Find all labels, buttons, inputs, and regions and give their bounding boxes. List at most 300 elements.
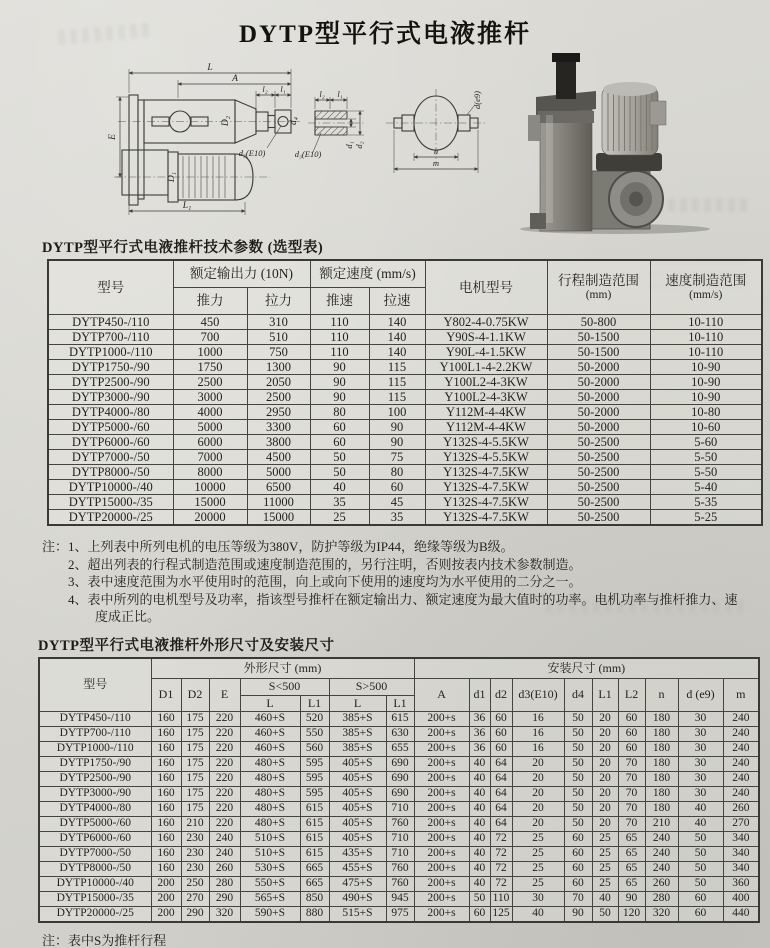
value-cell: 220 (209, 757, 240, 772)
table-row (39, 862, 759, 877)
col-group-rated-speed: 额定速度 (mm/s) (310, 260, 425, 288)
value-cell: 160 (151, 802, 181, 817)
value-cell: 5-25 (650, 510, 762, 526)
value-cell: 72 (490, 862, 512, 877)
value-cell: 5000 (173, 420, 247, 435)
value-cell: 10-90 (650, 360, 762, 375)
value-cell: 405+S (329, 772, 386, 787)
value-cell: 405+S (329, 832, 386, 847)
col-header-L2: L2 (618, 679, 645, 712)
value-cell: 125 (490, 907, 512, 923)
model-cell: DYTP700-/110 (48, 330, 173, 345)
value-cell: 230 (181, 847, 209, 862)
value-cell: 160 (151, 817, 181, 832)
value-cell: 385+S (329, 742, 386, 757)
value-cell: 40 (469, 877, 490, 892)
table-row (48, 420, 762, 435)
value-cell: 615 (300, 847, 329, 862)
value-cell: 260 (209, 862, 240, 877)
value-cell: 160 (151, 847, 181, 862)
value-cell: 220 (209, 802, 240, 817)
model-cell: DYTP20000-/25 (48, 510, 173, 526)
value-cell: 50-2000 (547, 375, 650, 390)
value-cell: 64 (490, 772, 512, 787)
model-cell: DYTP2500-/90 (39, 772, 151, 787)
value-cell: 50 (564, 787, 592, 802)
model-cell: DYTP1750-/90 (39, 757, 151, 772)
value-cell: 200+s (414, 787, 469, 802)
end-view-drawing (386, 89, 486, 173)
col-header-A: A (414, 679, 469, 712)
table-row (39, 802, 759, 817)
value-cell: 240 (723, 772, 759, 787)
value-cell: 975 (386, 907, 414, 923)
value-cell: 90 (310, 375, 369, 390)
value-cell: 510+S (240, 832, 300, 847)
value-cell: 290 (209, 892, 240, 907)
model-cell: DYTP6000-/60 (48, 435, 173, 450)
value-cell: 20 (592, 727, 618, 742)
dim-table-body (39, 712, 759, 923)
dim-label-D1: D₁ (167, 171, 177, 183)
value-cell: 550 (300, 727, 329, 742)
value-cell: 110 (310, 330, 369, 345)
value-cell: 70 (618, 772, 645, 787)
value-cell: 260 (645, 877, 678, 892)
col-header-d1: d1 (469, 679, 490, 712)
value-cell: 320 (209, 907, 240, 923)
value-cell: 64 (490, 817, 512, 832)
value-cell: 220 (209, 817, 240, 832)
value-cell: 615 (300, 817, 329, 832)
table-row (39, 787, 759, 802)
value-cell: 880 (300, 907, 329, 923)
value-cell: 360 (723, 877, 759, 892)
value-cell: 10-110 (650, 315, 762, 330)
value-cell: 160 (151, 742, 181, 757)
value-cell: 10-110 (650, 345, 762, 360)
value-cell: 200+s (414, 772, 469, 787)
model-cell: DYTP7000-/50 (48, 450, 173, 465)
col-header-stroke-range (547, 260, 650, 315)
col-group-s-lt-500: S<500 (240, 679, 329, 696)
value-cell: 4000 (173, 405, 247, 420)
table-row (39, 727, 759, 742)
value-cell: 560 (300, 742, 329, 757)
value-cell: 615 (300, 832, 329, 847)
model-cell: DYTP5000-/60 (48, 420, 173, 435)
value-cell: 200+s (414, 757, 469, 772)
value-cell: 90 (618, 892, 645, 907)
value-cell: 710 (386, 847, 414, 862)
value-cell: 200+s (414, 832, 469, 847)
col-header-push-force: 推力 (173, 288, 247, 315)
value-cell: Y132S-4-7.5KW (425, 510, 547, 526)
value-cell: 480+S (240, 787, 300, 802)
value-cell: 140 (369, 315, 425, 330)
dim-label-n: n (433, 146, 439, 156)
table-row (48, 345, 762, 360)
value-cell: 5-50 (650, 450, 762, 465)
value-cell: Y132S-4-7.5KW (425, 480, 547, 495)
value-cell: 50-2500 (547, 450, 650, 465)
value-cell: 8000 (173, 465, 247, 480)
value-cell: Y112M-4-4KW (425, 405, 547, 420)
value-cell: 450 (173, 315, 247, 330)
table-row (48, 330, 762, 345)
value-cell: 72 (490, 847, 512, 862)
col-header-model: 型号 (39, 658, 151, 712)
value-cell: 175 (181, 757, 209, 772)
value-cell: 30 (678, 727, 723, 742)
value-cell: 70 (564, 892, 592, 907)
model-cell: DYTP1000-/110 (39, 742, 151, 757)
value-cell: 60 (564, 832, 592, 847)
value-cell: 2500 (173, 375, 247, 390)
model-cell: DYTP1000-/110 (48, 345, 173, 360)
value-cell: 75 (369, 450, 425, 465)
value-cell: 240 (645, 847, 678, 862)
value-cell: 210 (181, 817, 209, 832)
value-cell: 115 (369, 360, 425, 375)
table-row (48, 495, 762, 510)
spec-table-caption: DYTP型平行式电液推杆技术参数 (选型表) (42, 240, 324, 256)
value-cell: 655 (386, 742, 414, 757)
value-cell: 200 (151, 892, 181, 907)
col-header-D2: D2 (181, 679, 209, 712)
col-header-n: n (645, 679, 678, 712)
value-cell: 340 (723, 862, 759, 877)
value-cell: 60 (490, 727, 512, 742)
value-cell: 455+S (329, 862, 386, 877)
value-cell: 40 (469, 802, 490, 817)
col-header-L-lt: L (240, 696, 300, 712)
dim-label-l2: l₂ (319, 89, 325, 99)
value-cell: 64 (490, 787, 512, 802)
dim-label-D2: D₂ (221, 115, 231, 127)
value-cell: 65 (618, 862, 645, 877)
value-cell: 240 (723, 787, 759, 802)
dim-label-l1: l₁ (337, 89, 343, 99)
value-cell: 36 (469, 742, 490, 757)
model-cell: DYTP4000-/80 (39, 802, 151, 817)
table-row (48, 510, 762, 526)
value-cell: 50-2000 (547, 405, 650, 420)
value-cell: 480+S (240, 802, 300, 817)
col-header-d-e9: d (e9) (678, 679, 723, 712)
value-cell: 30 (678, 757, 723, 772)
value-cell: 220 (209, 787, 240, 802)
value-cell: 80 (369, 465, 425, 480)
value-cell: 40 (469, 757, 490, 772)
model-cell: DYTP4000-/80 (48, 405, 173, 420)
value-cell: 50-1500 (547, 330, 650, 345)
product-photo (520, 53, 710, 234)
dim-label-d2: d₂ (354, 141, 364, 149)
stroke-range-unit: (mm) (585, 288, 612, 301)
value-cell: 20000 (173, 510, 247, 526)
value-cell: 60 (310, 435, 369, 450)
value-cell: 60 (490, 742, 512, 757)
value-cell: 280 (209, 877, 240, 892)
col-group-rated-force: 额定输出力 (10N) (173, 260, 310, 288)
value-cell: 4500 (247, 450, 310, 465)
value-cell: 50-800 (547, 315, 650, 330)
model-cell: DYTP5000-/60 (39, 817, 151, 832)
value-cell: 90 (369, 435, 425, 450)
value-cell: 50-2000 (547, 390, 650, 405)
note-item: 2、超出列表的行程式制造范围或速度制造范围的，另行注明，否则按表内技术参数制造。 (68, 556, 582, 572)
model-cell: DYTP15000-/35 (48, 495, 173, 510)
technical-drawing (30, 53, 740, 235)
value-cell: 10-60 (650, 420, 762, 435)
value-cell: 340 (723, 847, 759, 862)
value-cell: 550+S (240, 877, 300, 892)
value-cell: 60 (678, 907, 723, 923)
table-footnote: 注：表中S为推杆行程 (42, 933, 167, 948)
dim-label-d-e9: d(e9) (472, 91, 482, 109)
dim-label-L: L (207, 63, 213, 73)
value-cell: 25 (512, 847, 564, 862)
table-row (48, 315, 762, 330)
value-cell: 310 (247, 315, 310, 330)
value-cell: 6000 (173, 435, 247, 450)
value-cell: 50 (678, 862, 723, 877)
value-cell: 1300 (247, 360, 310, 375)
value-cell: 45 (369, 495, 425, 510)
value-cell: 65 (618, 832, 645, 847)
value-cell: 615 (300, 802, 329, 817)
value-cell: 5000 (247, 465, 310, 480)
value-cell: 50 (564, 712, 592, 727)
value-cell: 40 (469, 817, 490, 832)
value-cell: 50 (678, 847, 723, 862)
col-header-D1: D1 (151, 679, 181, 712)
value-cell: 64 (490, 757, 512, 772)
value-cell: 70 (618, 817, 645, 832)
stroke-range-label: 行程制造范围 (558, 273, 639, 289)
value-cell: 510 (247, 330, 310, 345)
model-cell: DYTP700-/110 (39, 727, 151, 742)
col-header-motor: 电机型号 (425, 260, 547, 315)
value-cell: 115 (369, 390, 425, 405)
value-cell: 180 (645, 772, 678, 787)
value-cell: Y90S-4-1.1KW (425, 330, 547, 345)
table-row (39, 757, 759, 772)
value-cell: 80 (310, 405, 369, 420)
value-cell: 50-2500 (547, 480, 650, 495)
value-cell: 40 (469, 772, 490, 787)
dim-label-d3: d₃(E10) (294, 149, 322, 159)
value-cell: 15000 (247, 510, 310, 526)
value-cell: 340 (723, 832, 759, 847)
value-cell: 220 (209, 742, 240, 757)
value-cell: 240 (723, 712, 759, 727)
value-cell: 50 (564, 772, 592, 787)
value-cell: 20 (512, 772, 564, 787)
value-cell: 3800 (247, 435, 310, 450)
value-cell: 50-2000 (547, 420, 650, 435)
value-cell: 595 (300, 787, 329, 802)
value-cell: 50-2500 (547, 435, 650, 450)
value-cell: 50-1500 (547, 345, 650, 360)
value-cell: 36 (469, 712, 490, 727)
value-cell: 16 (512, 742, 564, 757)
value-cell: 3000 (173, 390, 247, 405)
value-cell: 110 (310, 315, 369, 330)
value-cell: 460+S (240, 712, 300, 727)
value-cell: 565+S (240, 892, 300, 907)
value-cell: 140 (369, 330, 425, 345)
value-cell: 760 (386, 877, 414, 892)
value-cell: 16 (512, 712, 564, 727)
value-cell: Y132S-4-5.5KW (425, 435, 547, 450)
value-cell: 60 (618, 727, 645, 742)
value-cell: 435+S (329, 847, 386, 862)
value-cell: 850 (300, 892, 329, 907)
value-cell: 385+S (329, 712, 386, 727)
value-cell: 405+S (329, 802, 386, 817)
value-cell: 50 (592, 907, 618, 923)
value-cell: 945 (386, 892, 414, 907)
value-cell: 10000 (173, 480, 247, 495)
dim-label-d1: d₁ (344, 141, 354, 149)
value-cell: Y100L2-4-3KW (425, 375, 547, 390)
value-cell: 160 (151, 772, 181, 787)
value-cell: 175 (181, 712, 209, 727)
table-row (48, 465, 762, 480)
speed-range-label: 速度制造范围 (665, 273, 747, 289)
value-cell: 200+s (414, 847, 469, 862)
value-cell: 40 (469, 862, 490, 877)
col-header-pull-force: 拉力 (247, 288, 310, 315)
col-group-outline: 外形尺寸 (mm) (151, 658, 414, 679)
col-header-L1-lt: L1 (300, 696, 329, 712)
value-cell: 100 (369, 405, 425, 420)
dim-label-l1: l₁ (280, 84, 286, 94)
value-cell: 180 (645, 742, 678, 757)
value-cell: 60 (564, 862, 592, 877)
value-cell: 200+s (414, 802, 469, 817)
value-cell: 160 (151, 787, 181, 802)
table-row (39, 772, 759, 787)
value-cell: 25 (592, 847, 618, 862)
value-cell: 25 (512, 862, 564, 877)
value-cell: 115 (369, 375, 425, 390)
value-cell: 50 (469, 892, 490, 907)
value-cell: 700 (173, 330, 247, 345)
dim-label-d3: d₃(E10) (238, 148, 266, 158)
value-cell: 630 (386, 727, 414, 742)
dim-label-l2: l₂ (262, 84, 268, 94)
value-cell: 25 (592, 832, 618, 847)
dim-label-E: E (108, 134, 118, 140)
table-row (39, 907, 759, 923)
value-cell: 6500 (247, 480, 310, 495)
value-cell: 280 (645, 892, 678, 907)
col-header-m: m (723, 679, 759, 712)
model-cell: DYTP3000-/90 (39, 787, 151, 802)
value-cell: 40 (310, 480, 369, 495)
value-cell: 60 (564, 847, 592, 862)
col-header-push-speed: 推速 (310, 288, 369, 315)
value-cell: 405+S (329, 757, 386, 772)
value-cell: 160 (151, 862, 181, 877)
value-cell: 50 (564, 757, 592, 772)
value-cell: 175 (181, 802, 209, 817)
col-header-d2: d2 (490, 679, 512, 712)
value-cell: 30 (678, 787, 723, 802)
value-cell: 30 (512, 892, 564, 907)
value-cell: 475+S (329, 877, 386, 892)
value-cell: 60 (618, 742, 645, 757)
value-cell: 16 (512, 727, 564, 742)
value-cell: 90 (310, 390, 369, 405)
note-item: 1、上列表中所列电机的电压等级为380V，防护等级为IP44，绝缘等级为B级。 (68, 539, 514, 554)
value-cell: 160 (151, 712, 181, 727)
value-cell: 2050 (247, 375, 310, 390)
value-cell: 240 (645, 862, 678, 877)
value-cell: 70 (618, 757, 645, 772)
value-cell: 595 (300, 757, 329, 772)
value-cell: 35 (369, 510, 425, 526)
table-row (48, 405, 762, 420)
dim-table (38, 657, 760, 923)
col-header-E: E (209, 679, 240, 712)
table-row (39, 817, 759, 832)
value-cell: 595 (300, 772, 329, 787)
value-cell: 65 (618, 877, 645, 892)
value-cell: 510+S (240, 847, 300, 862)
value-cell: 270 (723, 817, 759, 832)
value-cell: 175 (181, 742, 209, 757)
value-cell: Y112M-4-4KW (425, 420, 547, 435)
value-cell: 175 (181, 772, 209, 787)
col-header-model: 型号 (48, 260, 173, 315)
value-cell: 40 (512, 907, 564, 923)
value-cell: 50-2000 (547, 360, 650, 375)
value-cell: 20 (592, 757, 618, 772)
value-cell: 175 (181, 727, 209, 742)
value-cell: 120 (618, 907, 645, 923)
note-item: 4、表中所列的电机型号及功率，指该型号推杆在额定输出力、额定速度为最大值时的功率。电机功率与推杆推力、速度成正比。 (68, 591, 738, 624)
value-cell: 20 (592, 802, 618, 817)
col-group-s-gt-500: S>500 (329, 679, 414, 696)
value-cell: 40 (592, 892, 618, 907)
model-cell: DYTP3000-/90 (48, 390, 173, 405)
table-row (39, 892, 759, 907)
dim-table-caption: DYTP型平行式电液推杆外形尺寸及安装尺寸 (38, 638, 335, 654)
value-cell: 520 (300, 712, 329, 727)
value-cell: 260 (723, 802, 759, 817)
value-cell: 50 (564, 742, 592, 757)
model-cell: DYTP8000-/50 (39, 862, 151, 877)
table-row (48, 390, 762, 405)
value-cell: 240 (209, 847, 240, 862)
value-cell: 60 (490, 712, 512, 727)
value-cell: 72 (490, 877, 512, 892)
value-cell: 1000 (173, 345, 247, 360)
value-cell: 160 (151, 832, 181, 847)
value-cell: 240 (723, 742, 759, 757)
value-cell: 35 (310, 495, 369, 510)
value-cell: 200+s (414, 892, 469, 907)
value-cell: 320 (645, 907, 678, 923)
value-cell: 710 (386, 832, 414, 847)
value-cell: 110 (490, 892, 512, 907)
col-group-install: 安装尺寸 (mm) (414, 658, 759, 679)
value-cell: 240 (723, 757, 759, 772)
